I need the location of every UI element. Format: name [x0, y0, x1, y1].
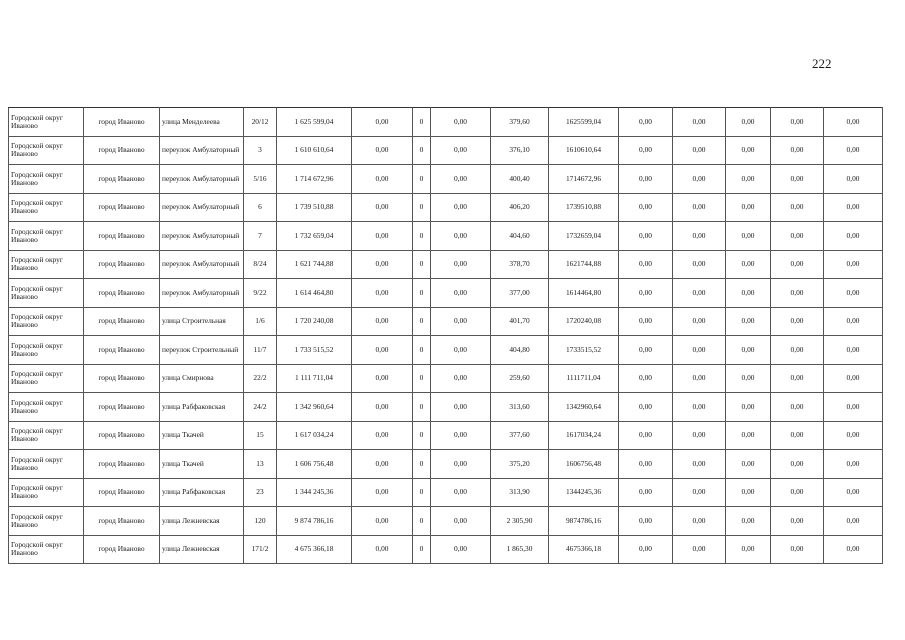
value-cell: 0,00: [352, 507, 413, 536]
value-cell: 0,00: [431, 478, 491, 507]
street-cell: переулок Амбулаторный: [160, 222, 244, 251]
value-cell: 0,00: [352, 535, 413, 564]
total-cost-cell: 1 617 034,24: [277, 421, 352, 450]
house-number-cell: 171/2: [244, 535, 277, 564]
value-cell: 0,00: [673, 364, 726, 393]
value-cell: 0,00: [352, 108, 413, 137]
street-cell: улица Лежневская: [160, 507, 244, 536]
count-cell: 0: [413, 279, 431, 308]
cost-cell: 1111711,04: [549, 364, 619, 393]
street-cell: переулок Амбулаторный: [160, 250, 244, 279]
value-cell: 0,00: [352, 250, 413, 279]
cost-cell: 9874786,16: [549, 507, 619, 536]
house-number-cell: 13: [244, 450, 277, 479]
value-cell: 0,00: [431, 108, 491, 137]
table-row: [9, 535, 883, 564]
value-cell: 0,00: [771, 136, 824, 165]
value-cell: 0,00: [619, 222, 673, 251]
city-cell: город Иваново: [84, 165, 160, 194]
municipality-cell: Городской округ Иваново: [9, 279, 84, 308]
count-cell: 0: [413, 507, 431, 536]
city-cell: город Иваново: [84, 307, 160, 336]
house-number-cell: 22/2: [244, 364, 277, 393]
value-cell: 0,00: [673, 279, 726, 308]
table-body: [9, 108, 883, 564]
value-cell: 0,00: [673, 108, 726, 137]
area-cell: 377,60: [491, 421, 549, 450]
value-cell: 0,00: [619, 535, 673, 564]
value-cell: 0,00: [431, 421, 491, 450]
value-cell: 0,00: [824, 336, 883, 365]
cost-cell: 1625599,04: [549, 108, 619, 137]
house-number-cell: 24/2: [244, 393, 277, 422]
city-cell: город Иваново: [84, 193, 160, 222]
value-cell: 0,00: [673, 136, 726, 165]
area-cell: 401,70: [491, 307, 549, 336]
value-cell: 0,00: [824, 478, 883, 507]
value-cell: 0,00: [431, 307, 491, 336]
value-cell: 0,00: [824, 535, 883, 564]
value-cell: 0,00: [352, 165, 413, 194]
area-cell: 404,80: [491, 336, 549, 365]
total-cost-cell: 1 625 599,04: [277, 108, 352, 137]
value-cell: 0,00: [726, 507, 771, 536]
value-cell: 0,00: [619, 507, 673, 536]
street-cell: улица Рабфаковская: [160, 393, 244, 422]
street-cell: улица Рабфаковская: [160, 478, 244, 507]
city-cell: город Иваново: [84, 450, 160, 479]
area-cell: 313,90: [491, 478, 549, 507]
cost-cell: 1621744,88: [549, 250, 619, 279]
value-cell: 0,00: [726, 421, 771, 450]
value-cell: 0,00: [824, 393, 883, 422]
total-cost-cell: 1 606 756,48: [277, 450, 352, 479]
street-cell: переулок Амбулаторный: [160, 165, 244, 194]
house-number-cell: 5/16: [244, 165, 277, 194]
municipality-cell: Городской округ Иваново: [9, 478, 84, 507]
value-cell: 0,00: [673, 421, 726, 450]
count-cell: 0: [413, 193, 431, 222]
total-cost-cell: 1 714 672,96: [277, 165, 352, 194]
value-cell: 0,00: [352, 136, 413, 165]
area-cell: 378,70: [491, 250, 549, 279]
value-cell: 0,00: [771, 222, 824, 251]
house-number-cell: 23: [244, 478, 277, 507]
value-cell: 0,00: [431, 393, 491, 422]
table-row: [9, 507, 883, 536]
value-cell: 0,00: [771, 108, 824, 137]
value-cell: 0,00: [771, 250, 824, 279]
value-cell: 0,00: [431, 336, 491, 365]
count-cell: 0: [413, 450, 431, 479]
cost-cell: 1732659,04: [549, 222, 619, 251]
value-cell: 0,00: [619, 279, 673, 308]
value-cell: 0,00: [673, 535, 726, 564]
city-cell: город Иваново: [84, 507, 160, 536]
value-cell: 0,00: [673, 250, 726, 279]
house-number-cell: 1/6: [244, 307, 277, 336]
value-cell: 0,00: [726, 393, 771, 422]
street-cell: переулок Амбулаторный: [160, 136, 244, 165]
area-cell: 2 305,90: [491, 507, 549, 536]
table-row: [9, 222, 883, 251]
value-cell: 0,00: [619, 307, 673, 336]
value-cell: 0,00: [431, 364, 491, 393]
house-number-cell: 7: [244, 222, 277, 251]
value-cell: 0,00: [771, 165, 824, 194]
table-row: [9, 165, 883, 194]
value-cell: 0,00: [619, 364, 673, 393]
value-cell: 0,00: [352, 393, 413, 422]
total-cost-cell: 9 874 786,16: [277, 507, 352, 536]
value-cell: 0,00: [619, 165, 673, 194]
street-cell: улица Ткачей: [160, 421, 244, 450]
value-cell: 0,00: [673, 193, 726, 222]
value-cell: 0,00: [824, 507, 883, 536]
area-cell: 375,20: [491, 450, 549, 479]
value-cell: 0,00: [673, 222, 726, 251]
area-cell: 379,60: [491, 108, 549, 137]
value-cell: 0,00: [352, 478, 413, 507]
table-row: [9, 193, 883, 222]
value-cell: 0,00: [352, 450, 413, 479]
area-cell: 404,60: [491, 222, 549, 251]
value-cell: 0,00: [726, 535, 771, 564]
street-cell: улица Лежневская: [160, 535, 244, 564]
value-cell: 0,00: [726, 336, 771, 365]
table-row: [9, 478, 883, 507]
count-cell: 0: [413, 336, 431, 365]
house-number-cell: 3: [244, 136, 277, 165]
count-cell: 0: [413, 307, 431, 336]
value-cell: 0,00: [619, 336, 673, 365]
house-number-cell: 9/22: [244, 279, 277, 308]
table-row: [9, 136, 883, 165]
value-cell: 0,00: [771, 393, 824, 422]
cost-cell: 1344245,36: [549, 478, 619, 507]
value-cell: 0,00: [673, 393, 726, 422]
cost-cell: 1733515,52: [549, 336, 619, 365]
value-cell: 0,00: [726, 364, 771, 393]
value-cell: 0,00: [619, 421, 673, 450]
value-cell: 0,00: [352, 279, 413, 308]
value-cell: 0,00: [726, 193, 771, 222]
value-cell: 0,00: [726, 108, 771, 137]
count-cell: 0: [413, 364, 431, 393]
cost-cell: 1614464,80: [549, 279, 619, 308]
area-cell: 400,40: [491, 165, 549, 194]
value-cell: 0,00: [431, 165, 491, 194]
count-cell: 0: [413, 393, 431, 422]
value-cell: 0,00: [771, 507, 824, 536]
house-number-cell: 11/7: [244, 336, 277, 365]
value-cell: 0,00: [771, 279, 824, 308]
value-cell: 0,00: [771, 450, 824, 479]
table-row: [9, 279, 883, 308]
municipality-cell: Городской округ Иваново: [9, 336, 84, 365]
value-cell: 0,00: [352, 364, 413, 393]
value-cell: 0,00: [771, 307, 824, 336]
house-number-cell: 8/24: [244, 250, 277, 279]
value-cell: 0,00: [673, 165, 726, 194]
count-cell: 0: [413, 222, 431, 251]
total-cost-cell: 1 111 711,04: [277, 364, 352, 393]
city-cell: город Иваново: [84, 336, 160, 365]
area-cell: 376,10: [491, 136, 549, 165]
cost-cell: 1342960,64: [549, 393, 619, 422]
street-cell: переулок Амбулаторный: [160, 193, 244, 222]
value-cell: 0,00: [352, 421, 413, 450]
municipality-cell: Городской округ Иваново: [9, 136, 84, 165]
value-cell: 0,00: [431, 535, 491, 564]
city-cell: город Иваново: [84, 478, 160, 507]
value-cell: 0,00: [726, 250, 771, 279]
value-cell: 0,00: [431, 193, 491, 222]
street-cell: переулок Амбулаторный: [160, 279, 244, 308]
count-cell: 0: [413, 478, 431, 507]
street-cell: улица Ткачей: [160, 450, 244, 479]
value-cell: 0,00: [619, 193, 673, 222]
city-cell: город Иваново: [84, 250, 160, 279]
total-cost-cell: 1 342 960,64: [277, 393, 352, 422]
total-cost-cell: 1 739 510,88: [277, 193, 352, 222]
value-cell: 0,00: [673, 478, 726, 507]
value-cell: 0,00: [619, 478, 673, 507]
total-cost-cell: 4 675 366,18: [277, 535, 352, 564]
value-cell: 0,00: [431, 222, 491, 251]
house-number-cell: 120: [244, 507, 277, 536]
value-cell: 0,00: [673, 307, 726, 336]
municipality-cell: Городской округ Иваново: [9, 222, 84, 251]
total-cost-cell: 1 610 610,64: [277, 136, 352, 165]
city-cell: город Иваново: [84, 421, 160, 450]
value-cell: 0,00: [824, 250, 883, 279]
count-cell: 0: [413, 421, 431, 450]
value-cell: 0,00: [824, 364, 883, 393]
value-cell: 0,00: [726, 478, 771, 507]
count-cell: 0: [413, 108, 431, 137]
value-cell: 0,00: [824, 193, 883, 222]
value-cell: 0,00: [771, 336, 824, 365]
value-cell: 0,00: [619, 450, 673, 479]
total-cost-cell: 1 344 245,36: [277, 478, 352, 507]
value-cell: 0,00: [771, 364, 824, 393]
value-cell: 0,00: [824, 108, 883, 137]
total-cost-cell: 1 732 659,04: [277, 222, 352, 251]
value-cell: 0,00: [726, 222, 771, 251]
cost-cell: 1610610,64: [549, 136, 619, 165]
value-cell: 0,00: [726, 450, 771, 479]
street-cell: улица Смирнова: [160, 364, 244, 393]
count-cell: 0: [413, 165, 431, 194]
value-cell: 0,00: [619, 136, 673, 165]
count-cell: 0: [413, 136, 431, 165]
house-number-cell: 15: [244, 421, 277, 450]
table-row: [9, 307, 883, 336]
value-cell: 0,00: [771, 421, 824, 450]
area-cell: 377,00: [491, 279, 549, 308]
total-cost-cell: 1 733 515,52: [277, 336, 352, 365]
value-cell: 0,00: [824, 279, 883, 308]
count-cell: 0: [413, 535, 431, 564]
value-cell: 0,00: [431, 279, 491, 308]
cost-cell: 1739510,88: [549, 193, 619, 222]
page-number: 222: [812, 56, 832, 71]
cost-cell: 1720240,08: [549, 307, 619, 336]
value-cell: 0,00: [726, 165, 771, 194]
value-cell: 0,00: [824, 222, 883, 251]
house-number-cell: 20/12: [244, 108, 277, 137]
table-row: [9, 450, 883, 479]
municipality-cell: Городской округ Иваново: [9, 193, 84, 222]
value-cell: 0,00: [673, 450, 726, 479]
value-cell: 0,00: [824, 165, 883, 194]
area-cell: 259,60: [491, 364, 549, 393]
value-cell: 0,00: [771, 478, 824, 507]
value-cell: 0,00: [431, 136, 491, 165]
value-cell: 0,00: [726, 136, 771, 165]
city-cell: город Иваново: [84, 136, 160, 165]
table-row: [9, 336, 883, 365]
value-cell: 0,00: [673, 507, 726, 536]
street-cell: улица Строительная: [160, 307, 244, 336]
building-registry-table: [8, 107, 883, 564]
value-cell: 0,00: [431, 507, 491, 536]
value-cell: 0,00: [824, 421, 883, 450]
area-cell: 313,60: [491, 393, 549, 422]
municipality-cell: Городской округ Иваново: [9, 165, 84, 194]
municipality-cell: Городской округ Иваново: [9, 108, 84, 137]
municipality-cell: Городской округ Иваново: [9, 364, 84, 393]
city-cell: город Иваново: [84, 279, 160, 308]
value-cell: 0,00: [352, 307, 413, 336]
value-cell: 0,00: [824, 307, 883, 336]
value-cell: 0,00: [771, 193, 824, 222]
street-cell: улица Менделеева: [160, 108, 244, 137]
city-cell: город Иваново: [84, 222, 160, 251]
area-cell: 406,20: [491, 193, 549, 222]
value-cell: 0,00: [771, 535, 824, 564]
total-cost-cell: 1 621 744,88: [277, 250, 352, 279]
value-cell: 0,00: [824, 136, 883, 165]
value-cell: 0,00: [352, 222, 413, 251]
municipality-cell: Городской округ Иваново: [9, 307, 84, 336]
cost-cell: 1714672,96: [549, 165, 619, 194]
value-cell: 0,00: [619, 393, 673, 422]
value-cell: 0,00: [673, 336, 726, 365]
value-cell: 0,00: [431, 450, 491, 479]
house-number-cell: 6: [244, 193, 277, 222]
area-cell: 1 865,30: [491, 535, 549, 564]
value-cell: 0,00: [824, 450, 883, 479]
value-cell: 0,00: [352, 336, 413, 365]
value-cell: 0,00: [726, 307, 771, 336]
city-cell: город Иваново: [84, 393, 160, 422]
value-cell: 0,00: [352, 193, 413, 222]
municipality-cell: Городской округ Иваново: [9, 507, 84, 536]
street-cell: переулок Строительный: [160, 336, 244, 365]
table-row: [9, 364, 883, 393]
cost-cell: 1617034,24: [549, 421, 619, 450]
value-cell: 0,00: [431, 250, 491, 279]
city-cell: город Иваново: [84, 364, 160, 393]
table-row: [9, 108, 883, 137]
cost-cell: 1606756,48: [549, 450, 619, 479]
municipality-cell: Городской округ Иваново: [9, 450, 84, 479]
municipality-cell: Городской округ Иваново: [9, 535, 84, 564]
city-cell: город Иваново: [84, 108, 160, 137]
count-cell: 0: [413, 250, 431, 279]
municipality-cell: Городской округ Иваново: [9, 421, 84, 450]
value-cell: 0,00: [619, 108, 673, 137]
table-row: [9, 393, 883, 422]
value-cell: 0,00: [726, 279, 771, 308]
total-cost-cell: 1 720 240,08: [277, 307, 352, 336]
total-cost-cell: 1 614 464,80: [277, 279, 352, 308]
cost-cell: 4675366,18: [549, 535, 619, 564]
municipality-cell: Городской округ Иваново: [9, 393, 84, 422]
table-row: [9, 250, 883, 279]
municipality-cell: Городской округ Иваново: [9, 250, 84, 279]
city-cell: город Иваново: [84, 535, 160, 564]
value-cell: 0,00: [619, 250, 673, 279]
table-row: [9, 421, 883, 450]
